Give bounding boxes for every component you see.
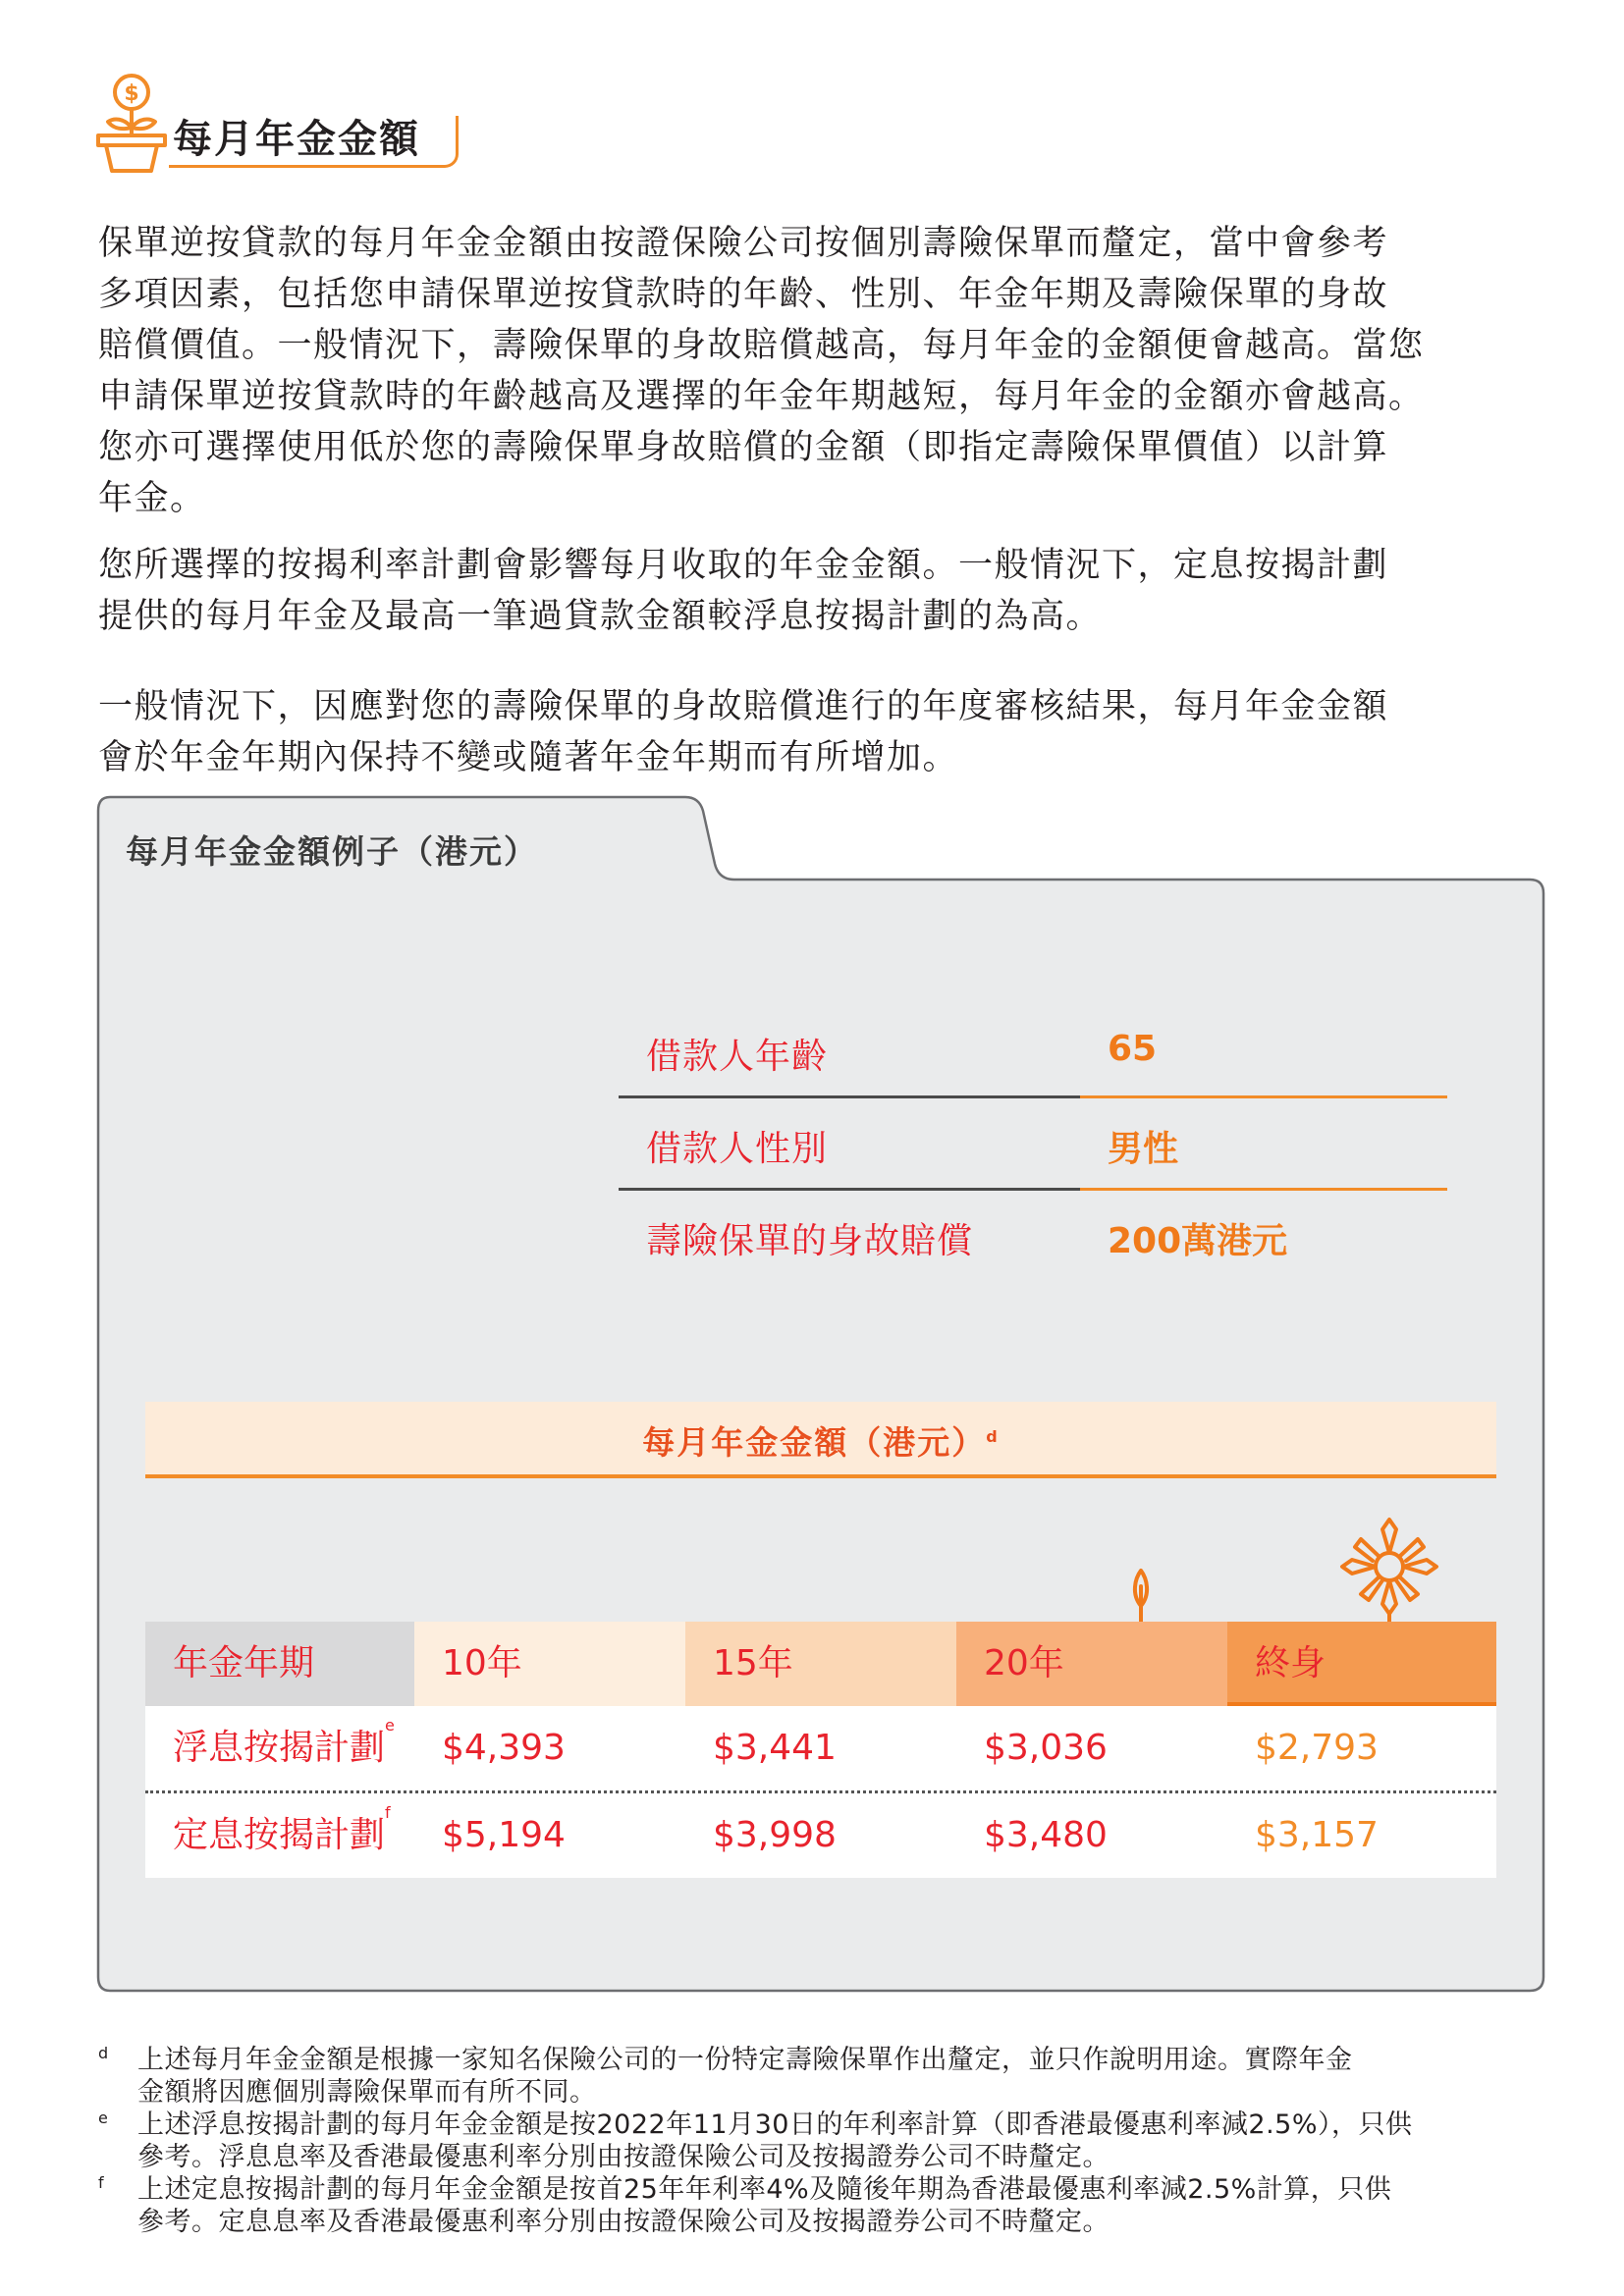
paragraph-3 [98, 681, 1532, 783]
table-cell: $3,998 [713, 1815, 837, 1855]
footnote-line: 參考。定息息率及香港最優惠利率分別由按證保險公司及按揭證券公司不時釐定。 [137, 2207, 1110, 2237]
header-cell-life: 終身 [1227, 1622, 1496, 1706]
paragraph-line: 保單逆按貸款的每月年金金額由按證保險公司按個別壽險保單而釐定，當中會參考 [98, 224, 1389, 263]
paragraph-line: 提供的每月年金及最高一筆過貸款金額較浮息按揭計劃的為高。 [98, 597, 1103, 636]
table-cell: $3,441 [713, 1728, 837, 1768]
footnote-text [137, 2109, 1532, 2173]
table-cell: $3,480 [984, 1815, 1108, 1855]
footnote-line: 上述定息按揭計劃的每月年金金額是按首25年年利率4%及隨後年期為香港最優惠利率減2.5%計算，只供 [137, 2174, 1392, 2205]
footnote-line: 上述每月年金金額是根據一家知名保險公司的一份特定壽險保單作出釐定，並只作說明用途。實際年金 [137, 2045, 1353, 2075]
money-plant-icon [94, 73, 169, 175]
paragraph-line: 會於年金年期內保持不變或隨著年金年期而有所增加。 [98, 738, 959, 777]
amount-banner [145, 1402, 1496, 1478]
table-cell: $5,194 [442, 1815, 566, 1855]
info-row-gender [619, 1099, 1447, 1190]
annuity-table [145, 1622, 1496, 1878]
footnote-text [137, 2173, 1532, 2238]
info-value: 男性 [1108, 1129, 1179, 1169]
footnote-line: 參考。浮息息率及香港最優惠利率分別由按證保險公司及按揭證券公司不時釐定。 [137, 2142, 1110, 2172]
paragraph-line: 年金。 [98, 479, 206, 518]
header-cell-15y: 15年 [685, 1622, 956, 1706]
info-label: 壽險保單的身故賠償 [646, 1221, 974, 1261]
row-label [145, 1706, 414, 1790]
table-cell: $2,793 [1255, 1728, 1379, 1768]
paragraph-1 [98, 218, 1532, 524]
svg-text:$: $ [124, 81, 139, 106]
section-heading [94, 65, 467, 183]
footnote-mark: f [98, 2173, 104, 2192]
row-label-text: 浮息按揭計劃 [173, 1728, 386, 1768]
table-cell: $3,036 [984, 1728, 1108, 1768]
info-label: 借款人性別 [646, 1129, 829, 1169]
paragraph-line: 賠償價值。一般情況下，壽險保單的身故賠償越高，每月年金的金額便會越高。當您 [98, 326, 1425, 365]
footnote-text [137, 2044, 1532, 2109]
footnote-line: 金額將因應個別壽險保單而有所不同。 [137, 2077, 597, 2108]
amount-title [642, 1417, 999, 1464]
footnote-ref: f [385, 1803, 391, 1822]
paragraph-line: 申請保單逆按貸款時的年齡越高及選擇的年金年期越短，每月年金的金額亦會越高。 [98, 377, 1425, 416]
divider [619, 1095, 1080, 1098]
paragraph-line: 多項因素，包括您申請保單逆按貸款時的年齡、性別、年金年期及壽險保單的身故 [98, 275, 1389, 314]
paragraph-line: 一般情況下，因應對您的壽險保單的身故賠償進行的年度審核結果，每月年金金額 [98, 687, 1389, 726]
footnote-line: 上述浮息按揭計劃的每月年金金額是按2022年11月30日的年利率計算（即香港最優惠利率減2.5%），只供 [137, 2109, 1413, 2140]
divider [1080, 1095, 1447, 1098]
paragraph-2 [98, 540, 1532, 642]
row-label-text: 定息按揭計劃 [173, 1815, 386, 1855]
row-label [145, 1793, 414, 1878]
table-cell: $3,157 [1255, 1815, 1379, 1855]
example-title: 每月年金金額例子（港元） [126, 832, 538, 871]
amount-title-text: 每月年金金額（港元） [642, 1423, 987, 1462]
info-row-death-benefit [619, 1192, 1447, 1282]
info-label: 借款人年齡 [646, 1037, 829, 1077]
table-header-row [145, 1622, 1496, 1706]
header-cell-20y: 20年 [956, 1622, 1227, 1706]
footnote-mark: e [98, 2109, 108, 2127]
table-row [145, 1793, 1496, 1878]
paragraph-line: 您亦可選擇使用低於您的壽險保單身故賠償的金額（即指定壽險保單價值）以計算 [98, 428, 1389, 467]
footnote-ref: e [385, 1716, 395, 1735]
info-value: 200萬港元 [1108, 1221, 1288, 1261]
info-value: 65 [1108, 1029, 1158, 1069]
header-cell-term: 年金年期 [145, 1622, 414, 1706]
section-title: 每月年金金額 [173, 117, 420, 162]
divider [1080, 1188, 1447, 1191]
footnote-mark: d [98, 2044, 109, 2062]
paragraph-line: 您所選擇的按揭利率計劃會影響每月收取的年金金額。一般情況下，定息按揭計劃 [98, 546, 1389, 585]
table-row [145, 1706, 1496, 1793]
divider [619, 1188, 1080, 1191]
footnote-ref: d [986, 1427, 1000, 1446]
header-cell-10y: 10年 [414, 1622, 685, 1706]
info-row-age [619, 1007, 1447, 1097]
table-cell: $4,393 [442, 1728, 566, 1768]
